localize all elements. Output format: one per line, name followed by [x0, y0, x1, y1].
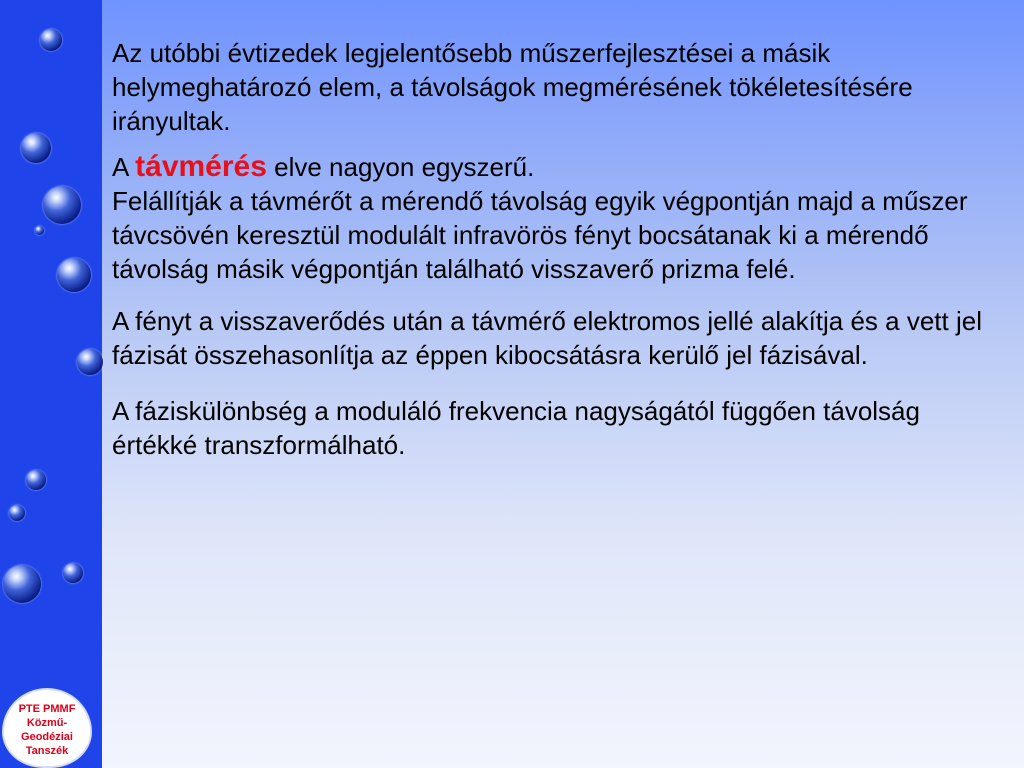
paragraph-principle	[112, 150, 1012, 184]
paragraph-setup: Felállítják a távmérőt a mérendő távolság egyik végpontján majd a műszer távcsövén keresztül modulált infravörös fényt bocsátanak ki a mérendő távolság másik végpontján található visszaverő prizma felé.	[112, 186, 968, 284]
bubble-icon	[35, 226, 44, 235]
principle-suffix: elve nagyon egyszerű.	[266, 152, 535, 182]
bubble-icon	[21, 133, 51, 163]
bubble-icon	[57, 258, 91, 292]
bubble-icon	[3, 565, 41, 603]
bubble-icon	[63, 563, 83, 583]
sidebar-strip	[0, 0, 102, 768]
principle-prefix: A	[112, 152, 136, 182]
paragraph-intro: Az utóbbi évtizedek legjelentősebb műszerfejlesztései a másik helymeghatározó elem, a távolságok megmérésének tökéletesítésére irányultak.	[112, 38, 913, 136]
paragraph-reflection: A fényt a visszaverődés után a távmérő elektromos jellé alakítja és a vett jel fázisát összehasonlítja az éppen kibocsátásra kerülő jel fázisával.	[112, 306, 982, 370]
paragraph-phase-difference: A fáziskülönbség a moduláló frekvencia nagyságától függően távolság értékké transzformálható.	[112, 396, 920, 460]
department-logo	[2, 688, 92, 768]
highlight-term: távmérés	[135, 150, 267, 183]
bubble-icon	[77, 349, 103, 375]
slide-body	[112, 36, 1012, 462]
logo-line-3: Geodéziai	[21, 731, 73, 743]
logo-line-2: Közmű-	[26, 717, 68, 729]
bubble-icon	[26, 470, 46, 490]
bubble-icon	[40, 29, 62, 51]
bubble-icon	[9, 505, 25, 521]
bubble-icon	[43, 186, 81, 224]
logo-line-1: PTE PMMF	[18, 703, 76, 715]
logo-line-4: Tanszék	[25, 745, 69, 757]
